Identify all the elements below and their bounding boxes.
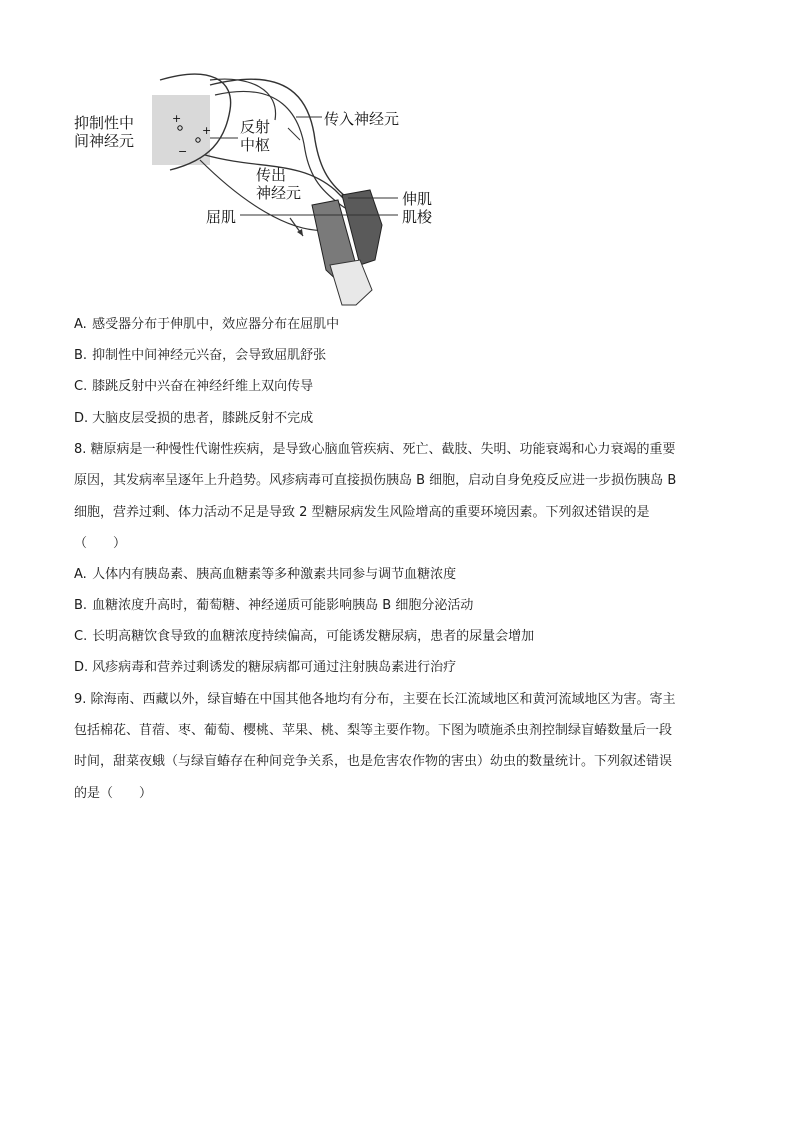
reflex-diagram	[60, 60, 460, 310]
q7-option-d	[74, 410, 313, 428]
q8-option-c	[74, 628, 534, 646]
q7-option-b	[74, 347, 326, 365]
q8-option-b	[74, 597, 473, 615]
option-letter: B.	[74, 598, 88, 613]
q9-stem-line-1: 9. 除海南、西藏以外，绿盲蝽在中国其他各地均有分布，主要在长江流域地区和黄河流域地区为害。寄主	[74, 692, 676, 707]
q8-option-d	[74, 659, 456, 677]
option-text: 人体内有胰岛素、胰高血糖素等多种激素共同参与调节血糖浓度	[92, 567, 457, 582]
q8-stem-line-3: 细胞，营养过剩、体力活动不足是导致 2 型糖尿病发生风险增高的重要环境因素。下列叙述错误的是	[74, 505, 650, 520]
q9-stem-line-3: 时间，甜菜夜蛾（与绿盲蝽存在种间竞争关系，也是危害农作物的害虫）幼虫的数量统计。下列叙述错误	[74, 754, 673, 769]
label-reflex-center-1: 反射	[240, 118, 271, 136]
label-flexor: 屈肌	[206, 208, 237, 226]
option-text: 风疹病毒和营养过剩诱发的糖尿病都可通过注射胰岛素进行治疗	[92, 660, 457, 675]
label-muscle-spindle: 肌梭	[402, 208, 433, 226]
q9-stem-line-2: 包括棉花、苜蓿、枣、葡萄、樱桃、苹果、桃、梨等主要作物。下图为喷施杀虫剂控制绿盲蝽数量后一段	[74, 723, 673, 738]
svg-text:+: +	[202, 124, 212, 137]
label-inhibitory-interneuron-1: 抑制性中	[74, 114, 135, 132]
option-text: 感受器分布于伸肌中，效应器分布在屈肌中	[92, 317, 340, 332]
q8-stem-line-2: 原因，其发病率呈逐年上升趋势。风疹病毒可直接损伤胰岛 B 细胞，启动自身免疫反应进一步损伤胰岛 B	[74, 473, 677, 488]
label-reflex-center-2: 中枢	[240, 136, 271, 154]
q8-option-a	[74, 566, 456, 584]
option-letter: A.	[74, 567, 87, 582]
option-letter: C.	[74, 629, 88, 644]
option-text: 血糖浓度升高时，葡萄糖、神经递质可能影响胰岛 B 细胞分泌活动	[92, 598, 474, 613]
label-inhibitory-interneuron-2: 间神经元	[74, 132, 135, 150]
option-letter: D.	[74, 660, 89, 675]
option-text: 抑制性中间神经元兴奋，会导致屈肌舒张	[92, 348, 327, 363]
svg-text:−: −	[178, 145, 188, 158]
q7-option-c	[74, 378, 313, 396]
option-text: 长明高糖饮食导致的血糖浓度持续偏高，可能诱发糖尿病，患者的尿量会增加	[92, 629, 535, 644]
option-text: 大脑皮层受损的患者，膝跳反射不完成	[92, 411, 314, 426]
q7-option-a	[74, 316, 339, 334]
label-extensor: 伸肌	[402, 190, 433, 208]
option-text: 膝跳反射中兴奋在神经纤维上双向传导	[92, 379, 314, 394]
q9-stem-line-4: 的是（ ）	[74, 786, 153, 801]
svg-text:+: +	[172, 112, 182, 125]
leg-bone	[330, 260, 372, 305]
option-letter: A.	[74, 317, 87, 332]
option-letter: D.	[74, 411, 89, 426]
option-letter: B.	[74, 348, 88, 363]
label-afferent-neuron: 传入神经元	[324, 110, 400, 128]
label-efferent-neuron-1: 传出	[256, 166, 287, 184]
label-efferent-neuron-2: 神经元	[256, 184, 302, 202]
q8-stem-line-1: 8. 糖原病是一种慢性代谢性疾病，是导致心脑血管疾病、死亡、截肢、失明、功能衰竭和心力衰竭的重要	[74, 442, 676, 457]
option-letter: C.	[74, 379, 88, 394]
q8-stem-line-4: （ ）	[74, 536, 127, 551]
